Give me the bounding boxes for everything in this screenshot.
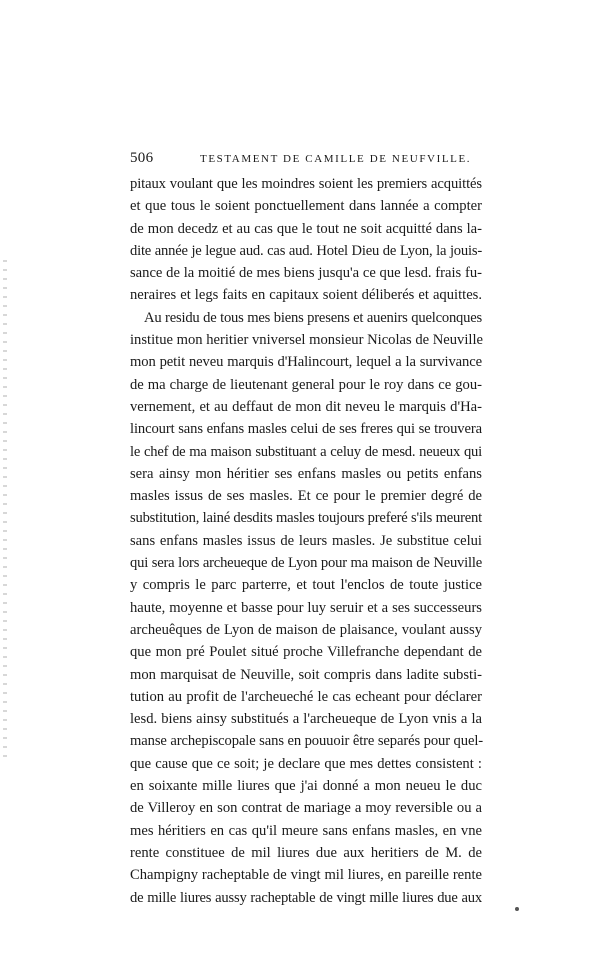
text-line: Au residu de tous mes biens presens et auenirs quelconques bbox=[144, 309, 482, 326]
text-line: vernement, et au deffaut de mon dit neveu le marquis d'Ha- bbox=[130, 398, 482, 415]
ink-speck bbox=[515, 907, 519, 911]
text-line: dite année je legue aud. cas aud. Hotel Dieu de Lyon, la jouis- bbox=[130, 242, 482, 259]
text-line: que mon pré Poulet situé proche Villefranche dependant de bbox=[130, 644, 482, 661]
text-line: neraires et legs faits en capitaux soient déliberés et aquittes. bbox=[130, 287, 482, 304]
text-line: de ma charge de lieutenant general pour le roy dans ce gou- bbox=[130, 376, 482, 393]
text-line: de mille liures aussy racheptable de vingt mille liures due aux bbox=[130, 889, 482, 906]
text-line: haute, moyenne et basse pour luy seruir et a ses successeurs bbox=[130, 599, 482, 616]
text-line: rente constituee de mil liures due aux heritiers de M. de bbox=[130, 844, 482, 861]
text-line: sance de la moitié de mes biens jusqu'a ce que lesd. frais fu- bbox=[130, 265, 482, 282]
running-head bbox=[130, 148, 482, 168]
text-line: tution au profit de l'archeueché le cas echeant pour déclarer bbox=[130, 688, 482, 705]
text-line: y compris le parc parterre, et tout l'enclos de toute justice bbox=[130, 577, 482, 594]
text-line: mes héritiers en cas qu'il meure sans enfans masles, en vne bbox=[130, 822, 482, 839]
text-line: le chef de ma maison substituant a celuy de mesd. neueux qui bbox=[130, 443, 482, 460]
text-line: Champigny racheptable de vingt mil liures, en pareille rente bbox=[130, 867, 482, 884]
text-line: et que tous le soient ponctuellement dans lannée a compter bbox=[130, 198, 482, 215]
text-line: archeuêques de Lyon de maison de plaisance, voulant aussy bbox=[130, 621, 482, 638]
page-number: 506 bbox=[130, 150, 154, 166]
text-line: mon marquisat de Neuville, soit compris dans ladite substi- bbox=[130, 666, 482, 683]
text-line: pitaux voulant que les moindres soient les premiers acquittés bbox=[130, 176, 482, 192]
text-line: de Villeroy en son contrat de mariage a moy reversible ou a bbox=[130, 800, 482, 817]
text-line: que cause que ce soit; je declare que mes dettes consistent : bbox=[130, 755, 482, 772]
text-line: lincourt sans enfans masles celui de ses freres qui se trouvera bbox=[130, 421, 482, 438]
text-line: manse archepiscopale sans en pouuoir être separés pour quel- bbox=[130, 733, 484, 750]
text-line: substitution, lainé desdits masles toujours preferé s'ils meurent bbox=[130, 510, 482, 527]
running-title: TESTAMENT DE CAMILLE DE NEUFVILLE. bbox=[200, 153, 472, 165]
body-text bbox=[130, 173, 482, 909]
text-line: masles issus de ses masles. Et ce pour le premier degré de bbox=[130, 488, 482, 505]
margin-dotted-rule bbox=[3, 260, 7, 760]
text-line: qui sera lors archeueque de Lyon pour ma maison de Neuville bbox=[130, 555, 482, 572]
text-line: sans enfans masles issus de leurs masles. Je substitue celui bbox=[130, 532, 482, 549]
text-line: de mon decedz et au cas que le tout ne soit acquitté dans la- bbox=[130, 220, 482, 237]
text-line: institue mon heritier vniversel monsieur Nicolas de Neuville bbox=[130, 332, 484, 349]
text-line: en soixante mille liures que j'ai donné a mon neueu le duc bbox=[130, 778, 482, 795]
text-line: mon petit neveu marquis d'Halincourt, lequel a la survivance bbox=[130, 354, 482, 371]
text-line: lesd. biens ainsy substitués a l'archeueque de Lyon vnis a la bbox=[130, 711, 482, 728]
text-line: sera ainsy mon héritier ses enfans masles ou petits enfans bbox=[130, 465, 482, 482]
